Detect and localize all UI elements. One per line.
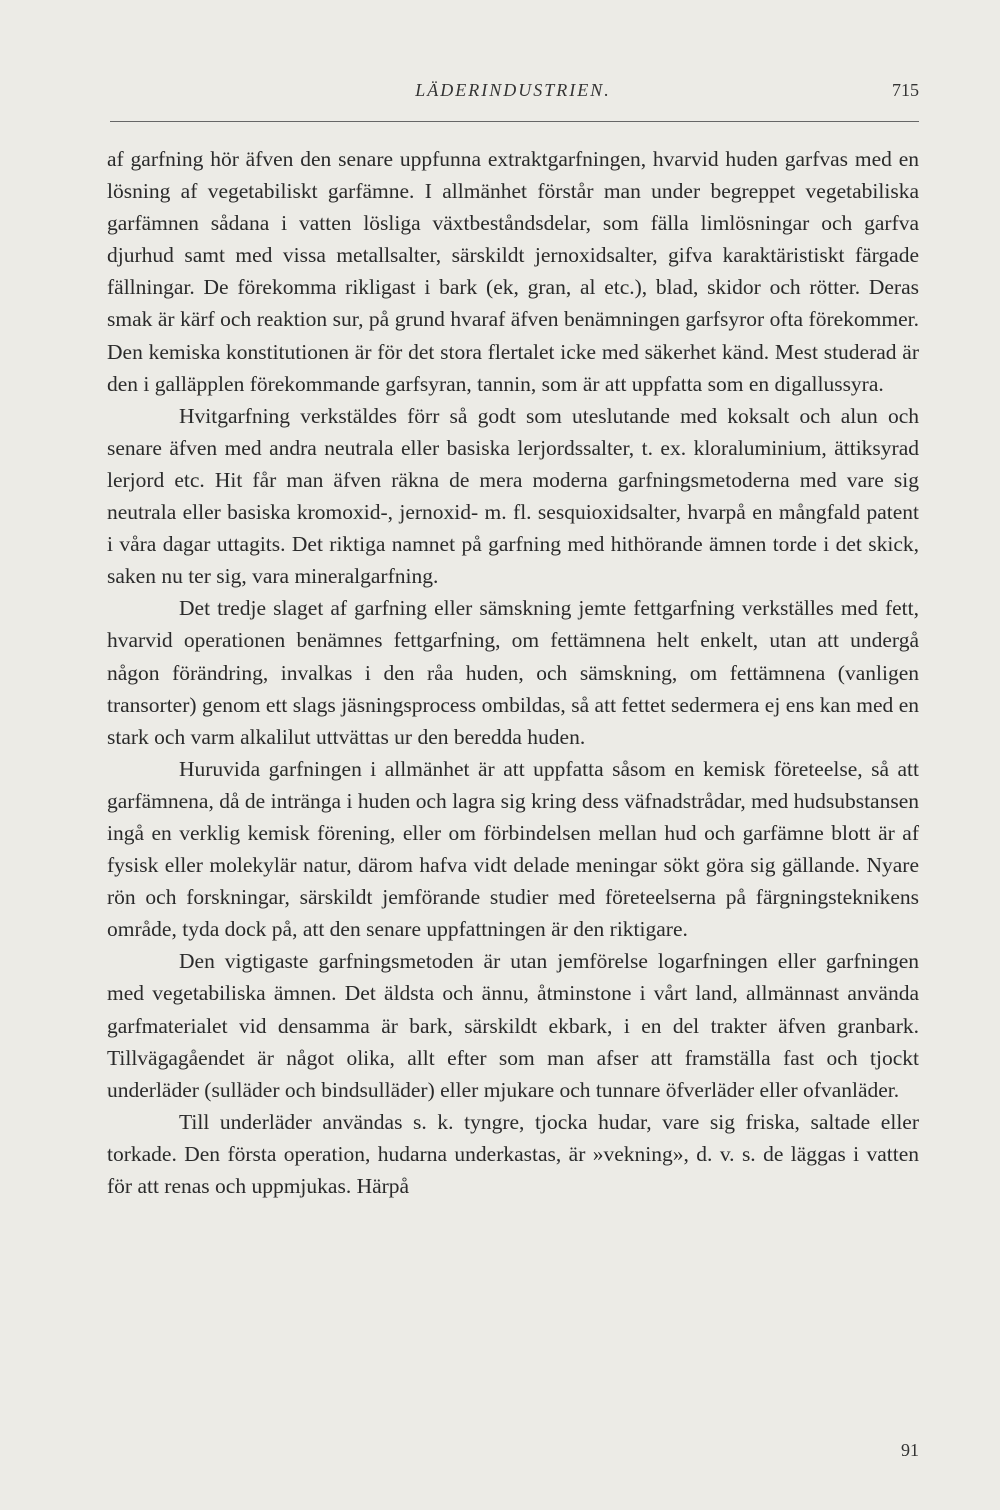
- running-title: LÄDERINDUSTRIEN.: [415, 80, 611, 100]
- paragraph: Till underläder användas s. k. tyngre, tjocka hudar, vare sig friska, saltade eller torkade. Den första operation, hudarna underkastas, är »vekning», d. v. s. de läggas i vatten för att renas och uppmjukas. Härpå: [107, 1109, 919, 1198]
- page-number: 715: [892, 80, 919, 100]
- body-text: [107, 143, 919, 1202]
- paragraph: Huruvida garfningen i allmänhet är att uppfatta såsom en kemisk företeelse, så att garfämnena, då de intränga i huden och lagra sig kring dess väfnadstrådar, med hudsubstansen ingå en verklig kemisk förening, eller om förbindelsen mellan hud och garfämne blott är af fysisk eller molekylär natur, därom hafva vidt delade meningar sökt göra sig gällande. Nyare rön och forskningar, särskildt jemförande studier med företeelserna på färgningsteknikens område, tyda dock på, att den senare uppfattningen är den riktigare.: [107, 756, 919, 942]
- page-header: [107, 80, 919, 116]
- signature-mark: 91: [901, 1440, 919, 1460]
- paragraph: af garfning hör äfven den senare uppfunna extraktgarfningen, hvarvid huden garfvas med en lösning af vegetabiliskt garfämne. I allmänhet förstår man under begreppet vegetabiliska garfämnen sådana i vatten lösliga växtbeståndsdelar, som fälla limlösningar och garfva djurhud samt med vissa metallsalter, särskildt jernoxidsalter, gifva karaktäristiskt färgade fällningar. De förekomma rikligast i bark (ek, gran, al etc.), blad, skidor och rötter. Deras smak är kärf och reaktion sur, på grund hvaraf äfven benämningen garfsyror ofta förekommer. Den kemiska konstitutionen är för det stora flertalet icke med säkerhet känd. Mest studerad är den i galläpplen förekommande garfsyran, tannin, som är att uppfatta som en digallussyra.: [107, 147, 919, 396]
- header-rule: [110, 121, 919, 122]
- paragraph: Den vigtigaste garfningsmetoden är utan jemförelse logarfningen eller garfningen med vegetabiliska ämnen. Det äldsta och ännu, åtminstone i vårt land, allmännast använda garfmaterialet vid densamma är bark, särskildt ekbark, i en del trakter äfven granbark. Tillvägagåendet är något olika, allt efter som man afser att framställa fast och tjockt underläder (sulläder och bindsulläder) eller mjukare och tunnare öfverläder eller ofvanläder.: [107, 949, 919, 1102]
- paragraph: Hvitgarfning verkstäldes förr så godt som uteslutande med koksalt och alun och senare äfven med andra neutrala eller basiska lerjordssalter, t. ex. kloraluminium, ättiksyrad lerjord etc. Hit får man äfven räkna de mera moderna garfningsmetoderna med vare sig neutrala eller basiska kromoxid-, jernoxid- m. fl. sesquioxidsalter, hvarpå en mångfald patent i våra dagar uttagits. Det riktiga namnet på garfning med hithörande ämnen torde i det skick, saken nu ter sig, vara mineralgarfning.: [107, 403, 919, 589]
- paragraph: Det tredje slaget af garfning eller sämskning jemte fettgarfning verkställes med fett, hvarvid operationen benämnes fettgarfning, om fettämnena helt enkelt, utan att undergå någon förändring, invalkas i den råa huden, och sämskning, om fettämnena (vanligen transorter) genom ett slags jäsningsprocess ombildas, så att fettet sedermera ej ens kan med en stark och varm alkalilut uttvättas ur den beredda huden.: [107, 596, 919, 749]
